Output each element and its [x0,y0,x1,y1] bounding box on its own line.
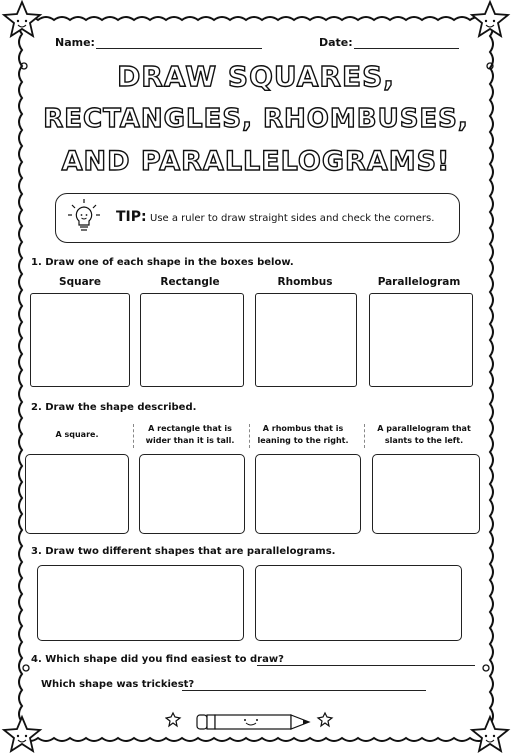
question-3-prompt: 3. Draw two different shapes that are parallelograms. [31,546,336,557]
tip-box [55,193,460,243]
description-rhombus: A rhombus that is leaning to the right. [257,424,349,445]
question-1-prompt: 1. Draw one of each shape in the boxes below. [31,257,294,268]
question-4-followup: Which shape was trickiest? [41,679,195,690]
description-square: A square. [55,430,99,439]
drawing-box-rhombus[interactable] [255,293,357,387]
column-divider [364,424,365,448]
column-divider [133,424,134,448]
column-header-parallelogram: Parallelogram [377,276,461,288]
drawing-box-square[interactable] [30,293,130,387]
column-header-rhombus: Rhombus [277,276,333,288]
question-4-prompt: 4. Which shape did you find easiest to draw? [31,654,284,665]
drawing-box-rhombus-described[interactable] [255,454,361,534]
column-header-rectangle: Rectangle [160,276,220,288]
drawing-box-parallelogram-described[interactable] [372,454,480,534]
description-parallelogram: A parallelogram that slants to the left. [377,424,471,445]
drawing-box-parallelogram-1[interactable] [37,565,244,641]
date-label: Date: [319,36,353,49]
tip-text: Use a ruler to draw straight sides and check the corners. [150,213,435,224]
lightbulb-icon [66,197,102,237]
drawing-box-parallelogram[interactable] [369,293,473,387]
page-title-line-3: AND PARALLELOGRAMS! [61,146,451,177]
tip-label: TIP: [116,209,147,225]
column-divider [249,424,250,448]
name-label: Name: [55,36,95,49]
pencil-icon [165,709,345,735]
page-title-line-2: RECTANGLES, RHOMBUSES, [43,104,469,134]
drawing-box-square-described[interactable] [25,454,129,534]
drawing-box-parallelogram-2[interactable] [255,565,462,641]
answer-line-easiest[interactable] [257,665,475,666]
page-title-line-1: DRAW SQUARES, [117,60,395,93]
drawing-box-rectangle-described[interactable] [139,454,245,534]
date-line[interactable] [354,48,459,49]
description-rectangle: A rectangle that is wider than it is tall. [145,424,235,445]
answer-line-trickiest[interactable] [182,690,426,691]
name-line[interactable] [96,48,262,49]
column-header-square: Square [59,276,101,288]
question-2-prompt: 2. Draw the shape described. [31,402,197,413]
drawing-box-rectangle[interactable] [140,293,244,387]
